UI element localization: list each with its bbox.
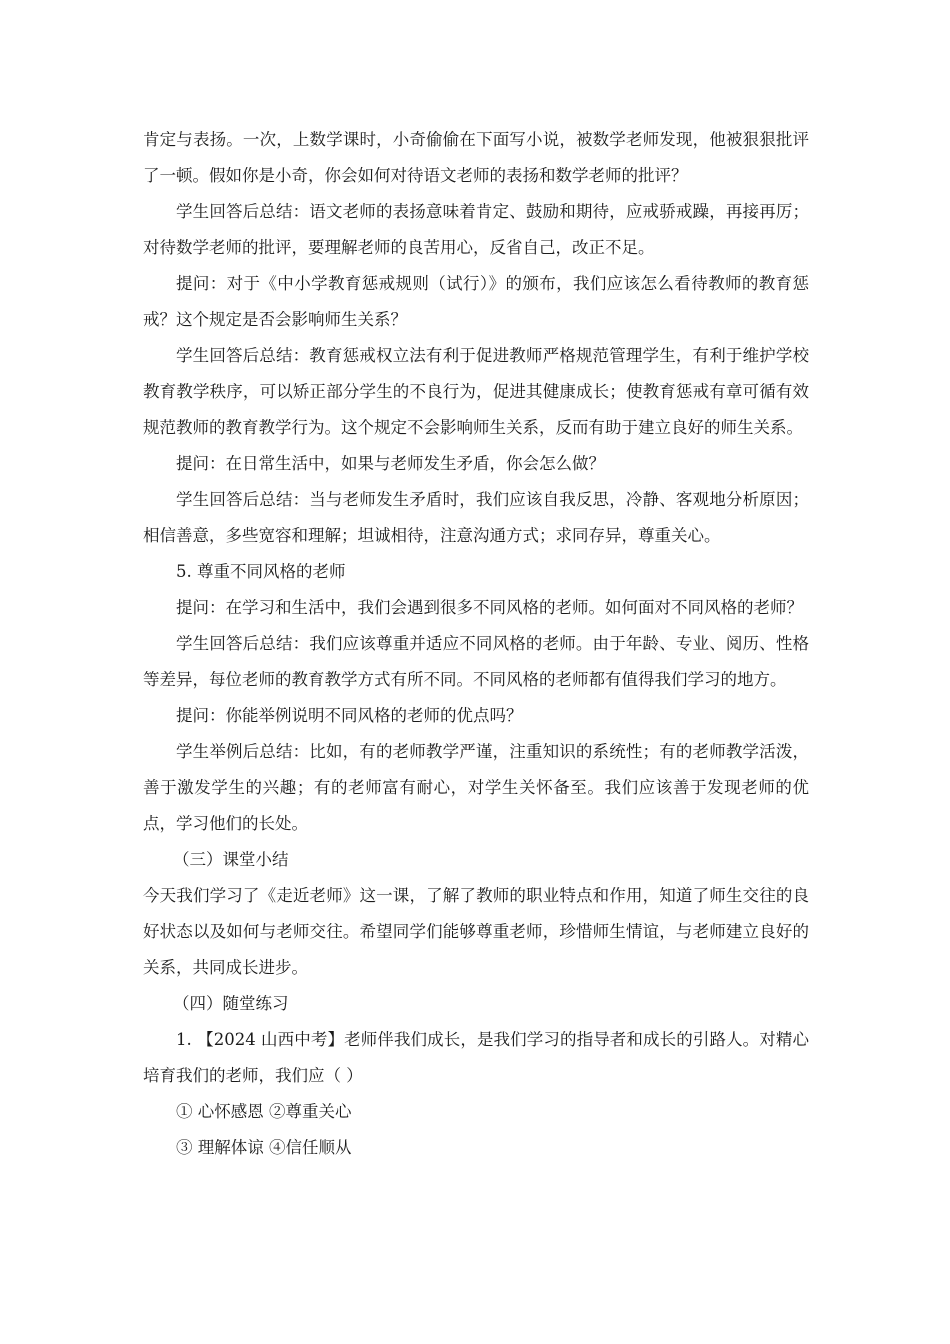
text-line: 心培育我们的老师，我们应（ ） bbox=[143, 1030, 809, 1085]
text-line: 学生回答后总结：当与老师发生矛盾时，我们应该自我反思，冷静、客观地分析原因； bbox=[176, 490, 809, 509]
paragraph bbox=[143, 338, 809, 446]
text-line: （三）课堂小结 bbox=[173, 850, 289, 869]
text-line: 今天我们学习了《走近老师》这一课，了解了教师的职业特点和作用，知道了师生交往的 bbox=[143, 886, 793, 905]
text-line: 学生举例后总结：比如，有的老师教学严谨，注重知识的系统性；有的老师教学活泼， bbox=[176, 742, 809, 761]
paragraph bbox=[143, 698, 809, 734]
section-heading bbox=[143, 842, 809, 878]
paragraph bbox=[143, 878, 809, 986]
text-line: ③ 理解体谅 ④信任顺从 bbox=[176, 1138, 352, 1157]
text-line: 提问：你能举例说明不同风格的老师的优点吗？ bbox=[176, 706, 523, 725]
paragraph bbox=[143, 1022, 809, 1094]
paragraph bbox=[143, 590, 809, 626]
text-line: 好的关系，共同成长进步。 bbox=[143, 922, 810, 977]
paragraph bbox=[143, 626, 809, 698]
paragraph bbox=[143, 734, 809, 842]
text-line: 良好状态以及如何与老师交往。希望同学们能够尊重老师，珍惜师生情谊，与老师建立良 bbox=[143, 886, 809, 941]
paragraph bbox=[143, 1130, 809, 1166]
text-line: 5. 尊重不同风格的老师 bbox=[176, 562, 346, 581]
text-line: 评了一顿。假如你是小奇，你会如何对待语文老师的表扬和数学老师的批评？ bbox=[143, 130, 809, 185]
text-line: 点，学习他们的长处。 bbox=[143, 814, 308, 833]
text-line: 肯定与表扬。一次，上数学课时，小奇偷偷在下面写小说，被数学老师发现，他被狠狠批 bbox=[143, 130, 793, 149]
text-line: 善于激发学生的兴趣；有的老师富有耐心，对学生关怀备至。我们应该善于发现老师的优 bbox=[143, 778, 809, 797]
text-line: 学生回答后总结：我们应该尊重并适应不同风格的老师。由于年龄、专业、阅历、性 bbox=[176, 634, 793, 653]
text-line: 格等差异，每位老师的教育教学方式有所不同。不同风格的老师都有值得我们学习的地方。 bbox=[143, 634, 809, 689]
paragraph bbox=[143, 266, 809, 338]
text-line: 学生回答后总结：语文老师的表扬意味着肯定、鼓励和期待，应戒骄戒躁，再接再厉； bbox=[176, 202, 809, 221]
text-line: 1. 【2024 山西中考】老师伴我们成长，是我们学习的指导者和成长的引路人。对精 bbox=[176, 1030, 793, 1049]
text-line: ① 心怀感恩 ②尊重关心 bbox=[176, 1102, 352, 1121]
paragraph bbox=[143, 554, 809, 590]
section-heading bbox=[143, 986, 809, 1022]
text-line: 校教育教学秩序，可以矫正部分学生的不良行为，促进其健康成长；使教育惩戒有章可循 bbox=[143, 346, 809, 401]
paragraph bbox=[143, 482, 809, 554]
text-line: 关系。 bbox=[753, 418, 803, 437]
paragraph bbox=[143, 446, 809, 482]
text-line: 提问：对于《中小学教育惩戒规则（试行）》的颁布，我们应该怎么看待教师的教育 bbox=[176, 274, 793, 293]
paragraph bbox=[143, 194, 809, 266]
text-line: 提问：在日常生活中，如果与老师发生矛盾，你会怎么做？ bbox=[176, 454, 605, 473]
paragraph bbox=[143, 1094, 809, 1130]
text-line: 有效规范教师的教育教学行为。这个规定不会影响师生关系，反而有助于建立良好的师生 bbox=[143, 382, 810, 437]
text-line: 惩戒？这个规定是否会影响师生关系？ bbox=[143, 274, 809, 329]
text-line: （四）随堂练习 bbox=[173, 994, 289, 1013]
paragraph bbox=[143, 122, 809, 194]
text-line: 对待数学老师的批评，要理解老师的良苦用心，反省自己，改正不足。 bbox=[143, 238, 655, 257]
text-line: 提问：在学习和生活中，我们会遇到很多不同风格的老师。如何面对不同风格的老师？ bbox=[176, 598, 803, 617]
document-body bbox=[143, 122, 809, 1166]
text-line: 相信善意，多些宽容和理解；坦诚相待，注意沟通方式；求同存异，尊重关心。 bbox=[143, 526, 721, 545]
text-line: 学生回答后总结：教育惩戒权立法有利于促进教师严格规范管理学生，有利于维护学 bbox=[176, 346, 793, 365]
